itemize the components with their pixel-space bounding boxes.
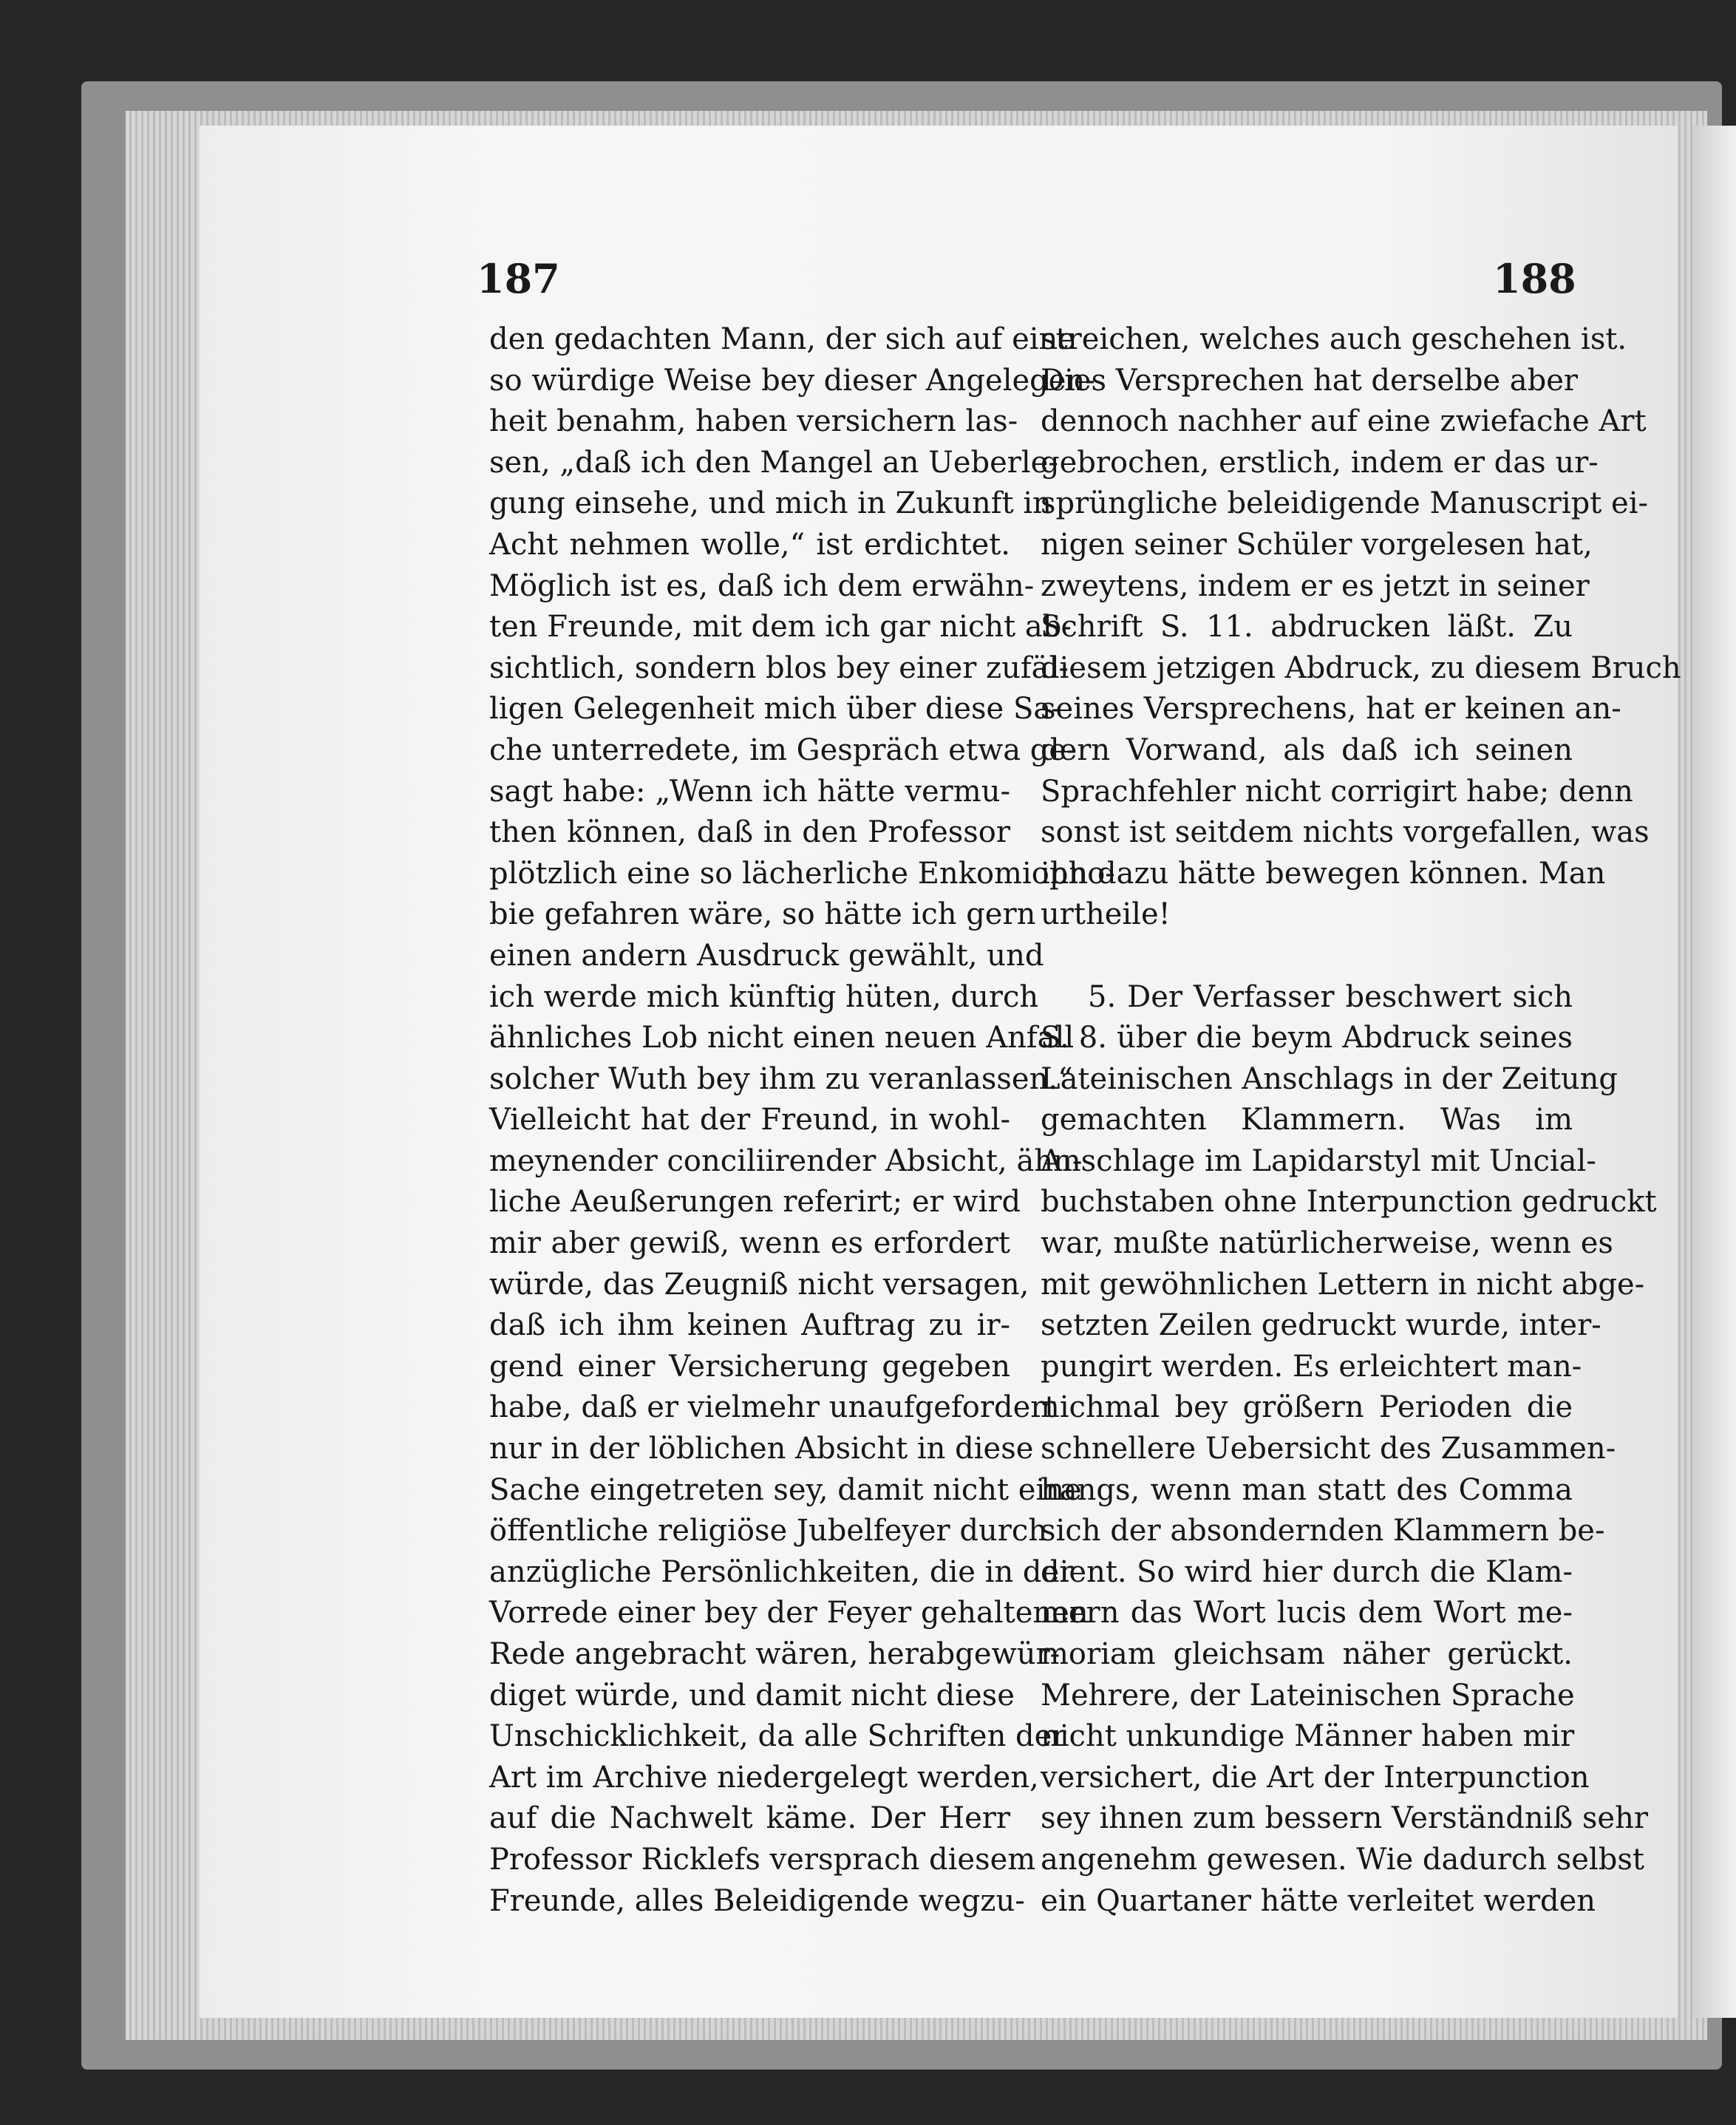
text-line: Acht nehmen wolle,“ ist erdichtet. bbox=[489, 527, 1010, 562]
text-line: streichen, welches auch geschehen ist. bbox=[1041, 322, 1627, 356]
text-line: Lateinischen Anschlags in der Zeitung bbox=[1041, 1061, 1618, 1096]
text-line: urtheile! bbox=[1041, 897, 1171, 932]
text-line: Anschlage im Lapidarstyl mit Uncial- bbox=[1041, 1143, 1596, 1178]
text-line: ähnliches Lob nicht einen neuen Anfall bbox=[489, 1021, 1075, 1055]
text-line: setzten Zeilen gedruckt wurde, inter- bbox=[1041, 1308, 1601, 1343]
text-line: dern Vorwand, als daß ich seinen bbox=[1041, 732, 1573, 767]
text-line: würde, das Zeugniß nicht versagen, bbox=[489, 1267, 1029, 1302]
text-line: Möglich ist es, daß ich dem erwähn- bbox=[489, 568, 1035, 603]
text-line bbox=[1041, 936, 1573, 977]
text-line: diget würde, und damit nicht diese bbox=[489, 1678, 1015, 1713]
facing-page-edge bbox=[1692, 126, 1736, 2018]
text-line: sey ihnen zum bessern Verständniß sehr bbox=[1041, 1801, 1648, 1836]
text-line: öffentliche religiöse Jubelfeyer durch bbox=[489, 1514, 1048, 1548]
text-line: dennoch nachher auf eine zwiefache Art bbox=[1041, 404, 1647, 439]
text-line: 5. Der Verfasser beschwert sich bbox=[1088, 979, 1573, 1014]
text-line: gung einsehe, und mich in Zukunft in bbox=[489, 486, 1052, 521]
text-line: Dies Versprechen hat derselbe aber bbox=[1041, 363, 1579, 398]
text-line: nicht unkundige Männer haben mir bbox=[1041, 1719, 1575, 1754]
text-line: ihn dazu hätte bewegen können. Man bbox=[1041, 856, 1606, 891]
text-line: liche Aeußerungen referirt; er wird bbox=[489, 1185, 1021, 1220]
text-line: anzügliche Persönlichkeiten, die in der bbox=[489, 1554, 1074, 1589]
text-line: gemachten Klammern. Was im bbox=[1041, 1103, 1573, 1138]
text-line: versichert, die Art der Interpunction bbox=[1041, 1760, 1590, 1795]
text-line: Schrift S. 11. abdrucken läßt. Zu bbox=[1041, 610, 1573, 645]
text-line: Rede angebracht wären, herabgewür- bbox=[489, 1637, 1061, 1671]
text-line: seines Versprechens, hat er keinen an- bbox=[1041, 692, 1621, 727]
text-line: zweytens, indem er es jetzt in seiner bbox=[1041, 568, 1590, 603]
text-line: Freunde, alles Beleidigende wegzu- bbox=[489, 1883, 1025, 1918]
text-line: auf die Nachwelt käme. Der Herr bbox=[489, 1801, 1010, 1836]
text-line: schnellere Uebersicht des Zusammen- bbox=[1041, 1432, 1616, 1466]
text-line: mit gewöhnlichen Lettern in nicht abge- bbox=[1041, 1267, 1645, 1302]
text-line: ten Freunde, mit dem ich gar nicht ab- bbox=[489, 610, 1072, 645]
text-line: so würdige Weise bey dieser Angelegen- bbox=[489, 363, 1095, 398]
text-line: gebrochen, erstlich, indem er das ur- bbox=[1041, 445, 1599, 480]
text-line: then können, daß in den Professor bbox=[489, 815, 1010, 850]
text-line: Vorrede einer bey der Feyer gehaltenen bbox=[489, 1596, 1089, 1631]
text-line: sen, „daß ich den Mangel an Ueberle- bbox=[489, 445, 1058, 480]
text-line: den gedachten Mann, der sich auf eine bbox=[489, 322, 1075, 356]
text-line: sonst ist seitdem nichts vorgefallen, was bbox=[1041, 815, 1650, 850]
text-line: ligen Gelegenheit mich über diese Sa- bbox=[489, 692, 1061, 727]
text-line: sagt habe: „Wenn ich hätte vermu- bbox=[489, 774, 1010, 809]
text-line: ein Quartaner hätte verleitet werden bbox=[1041, 1883, 1596, 1918]
text-line: meynender conciliirender Absicht, ähn- bbox=[489, 1143, 1083, 1178]
text-line: pungirt werden. Es erleichtert man- bbox=[1041, 1349, 1582, 1384]
text-line: Mehrere, der Lateinischen Sprache bbox=[1041, 1678, 1575, 1713]
text-line: Professor Ricklefs versprach diesem bbox=[489, 1842, 1036, 1877]
text-line: daß ich ihm keinen Auftrag zu ir- bbox=[489, 1308, 1010, 1343]
page-number-right: 188 bbox=[1493, 255, 1576, 302]
text-line: Sache eingetreten sey, damit nicht eine bbox=[489, 1472, 1082, 1507]
text-line: S. 8. über die beym Abdruck seines bbox=[1041, 1021, 1573, 1055]
text-line: war, mußte natürlicherweise, wenn es bbox=[1041, 1226, 1613, 1261]
text-line: mern das Wort lucis dem Wort me- bbox=[1041, 1596, 1573, 1631]
text-line: angenehm gewesen. Wie dadurch selbst bbox=[1041, 1842, 1644, 1877]
text-line: sprüngliche beleidigende Manuscript ei- bbox=[1041, 486, 1649, 521]
text-line: hangs, wenn man statt des Comma bbox=[1041, 1472, 1573, 1507]
text-line: bie gefahren wäre, so hätte ich gern bbox=[489, 897, 1036, 932]
text-line: moriam gleichsam näher gerückt. bbox=[1041, 1637, 1573, 1671]
text-column-right bbox=[1041, 319, 1681, 1922]
text-line: solcher Wuth bey ihm zu veranlassen.“ bbox=[489, 1061, 1073, 1096]
text-line: habe, daß er vielmehr unaufgefordert bbox=[489, 1390, 1057, 1425]
text-line: sich der absondernden Klammern be- bbox=[1041, 1514, 1605, 1548]
text-line: nur in der löblichen Absicht in diese bbox=[489, 1432, 1034, 1466]
text-line: nigen seiner Schüler vorgelesen hat, bbox=[1041, 527, 1593, 562]
text-line: heit benahm, haben versichern las- bbox=[489, 404, 1018, 439]
text-line: nichmal bey größern Perioden die bbox=[1041, 1390, 1573, 1425]
text-line: plötzlich eine so lächerliche Enkomiopho- bbox=[489, 856, 1115, 891]
text-line: sichtlich, sondern blos bey einer zufäl- bbox=[489, 650, 1069, 685]
text-line: che unterredete, im Gespräch etwa ge- bbox=[489, 732, 1077, 767]
text-line: Art im Archive niedergelegt werden, bbox=[489, 1760, 1039, 1795]
text-line: Unschicklichkeit, da alle Schriften der bbox=[489, 1719, 1066, 1754]
text-line: dient. So wird hier durch die Klam- bbox=[1041, 1554, 1573, 1589]
page-number-left: 187 bbox=[477, 255, 560, 302]
text-line: Vielleicht hat der Freund, in wohl- bbox=[489, 1103, 1010, 1138]
text-line: mir aber gewiß, wenn es erfordert bbox=[489, 1226, 1010, 1261]
text-line: ich werde mich künftig hüten, durch bbox=[489, 979, 1039, 1014]
text-line: Sprachfehler nicht corrigirt habe; denn bbox=[1041, 774, 1633, 809]
text-line: diesem jetzigen Abdruck, zu diesem Bruch bbox=[1041, 650, 1681, 685]
text-line: buchstaben ohne Interpunction gedruckt bbox=[1041, 1185, 1657, 1220]
text-line: einen andern Ausdruck gewählt, und bbox=[489, 938, 1044, 973]
text-line: gend einer Versicherung gegeben bbox=[489, 1349, 1010, 1384]
